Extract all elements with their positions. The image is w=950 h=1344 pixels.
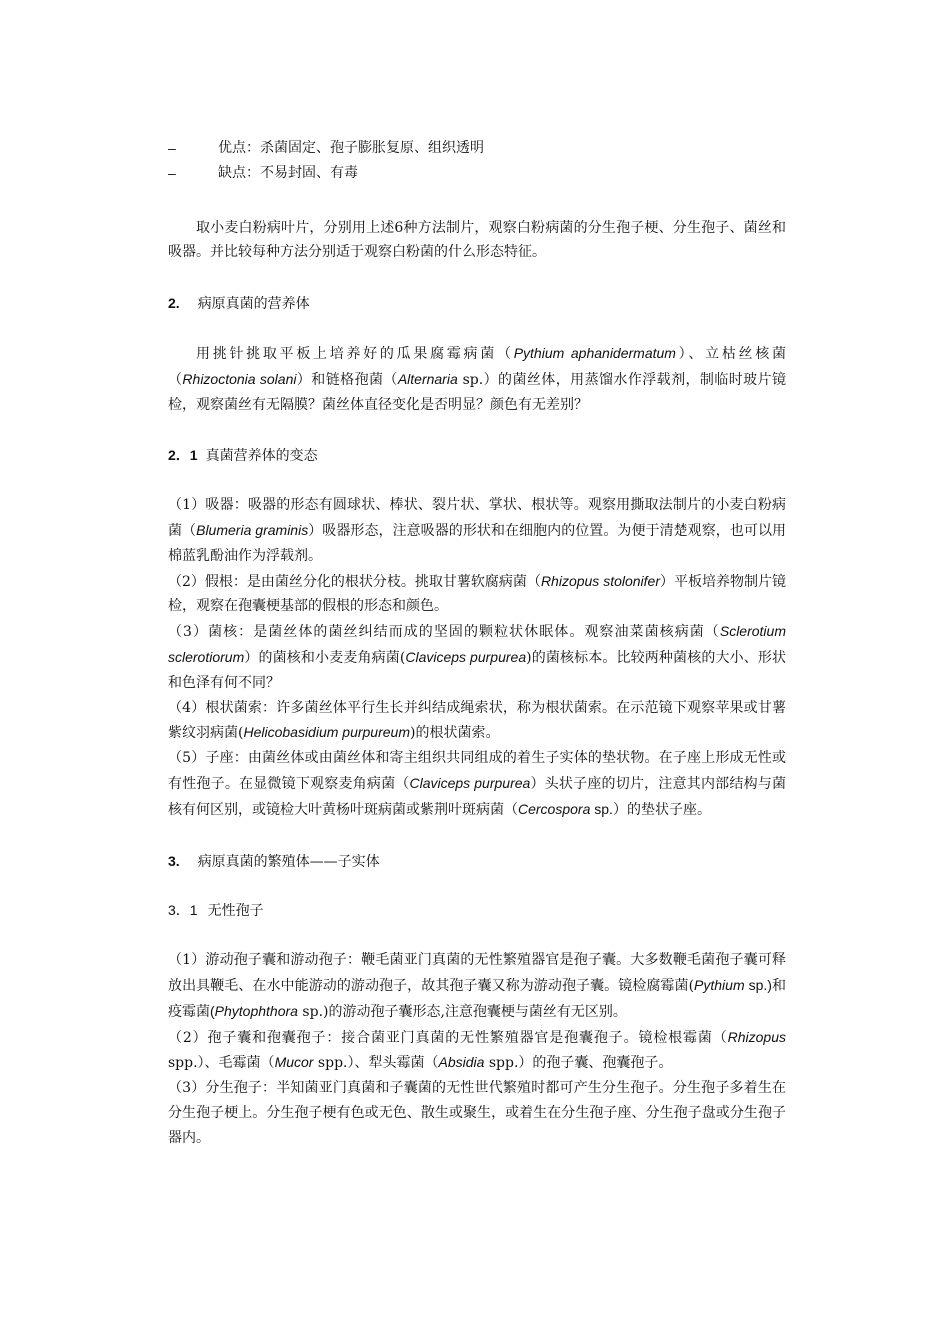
text-run: ）头状子座的切片，注意其内部结构与菌核有何区别，或镜检大叶黄杨叶斑病菌或紫荆叶斑病菌（ [168, 775, 786, 818]
latin-name: Rhizoctonia solani [182, 370, 297, 387]
text-run: ）、立枯丝核菌（ [168, 345, 787, 388]
text-run: )的根状菌索。 [410, 725, 500, 742]
latin-name: Mucor [274, 1054, 314, 1071]
text-run: （5）子座：由菌丝体或由菌丝体和寄主组织共同组成的着生子实体的垫状物。在子座上形成无性或有性孢子。在显微镜下观察麦角病菌（ [168, 750, 786, 792]
item-conidium: （3）分生孢子：半知菌亚门真菌和子囊菌的无性世代繁殖时都可产生分生孢子。分生孢子多着生在分生孢子梗上。分生孢子梗有色或无色、散生或聚生，或着生在分生孢子座、分生孢子盘或分生孢子器内。 [168, 1080, 786, 1146]
text-run: sp.）的菌丝体，用蒸馏水作浮载剂，制临时玻片镜检，观察菌丝有无隔膜？菌丝体直径变化是否明显？颜色有无差别？ [168, 371, 787, 413]
text-run: （3）菌核：是菌丝体的菌丝纠结而成的坚固的颗粒状休眠体。观察油菜菌核病菌（ [168, 624, 720, 641]
text-run: （2）孢子囊和孢囊孢子：接合菌亚门真菌的无性繁殖器官是孢囊孢子。镜检根霉菌（ [168, 1029, 728, 1046]
latin-name: Cercospora [518, 800, 591, 817]
latin-name: Claviceps purpurea [409, 774, 531, 791]
text-run: ）平板培养物制片镜检，观察在孢囊梗基部的假根的形态和颜色。 [168, 573, 787, 615]
latin-name: Sclerotium sclerotiorum [168, 623, 786, 665]
section-number: 3. [168, 852, 180, 869]
latin-name: Blumeria graminis [196, 521, 309, 538]
latin-name: Pythium aphanidermatum [513, 344, 676, 361]
text-run: spp.）、犁头霉菌（ [313, 1055, 439, 1072]
text-run: ）吸器形态，注意吸器的形状和在细胞内的位置。为便于清楚观察，也可以用棉蓝乳酚油作为浮载剂。 [168, 522, 786, 564]
text-run: （1）吸器：吸器的形态有圆球状、棒状、裂片状、掌状、根状等。观察用撕取法制片的小麦白粉病菌（ [168, 497, 786, 539]
bullet-text: 优点：杀菌固定、孢子膨胀复原、组织透明 [218, 140, 484, 156]
text-run: )的菌核标本。比较两种菌核的大小、形状和色泽有何不同？ [168, 649, 787, 691]
section-2-1-heading [168, 443, 786, 469]
text-run: spp.）、毛霉菌（ [168, 1055, 275, 1072]
text-run: sp.)的游动孢子囊形态,注意孢囊梗与菌丝有无区别。 [297, 1003, 627, 1020]
item-stroma [168, 746, 786, 822]
item-rhizoid [168, 569, 786, 620]
latin-name: Rhizopus stolonifer [540, 572, 660, 589]
text-run: ）的菌核和小麦麦角病菌( [244, 649, 406, 666]
latin-name: Alternaria [397, 370, 458, 387]
section-2-paragraph [168, 341, 786, 417]
section-number: 2．1 [168, 447, 198, 464]
dash-marker: – [168, 140, 176, 156]
latin-name: Absidia [438, 1054, 485, 1071]
latin-name: Pythium [694, 976, 745, 993]
latin-name: Helicobasidium purpureum [243, 724, 410, 741]
item-zoosporangium [168, 948, 786, 1024]
text-run: （4）根状菌索：许多菌丝体平行生长并纠结成绳索状，称为根状菌索。在示范镜下观察苹果或甘薯紫纹羽病菌( [168, 699, 786, 742]
section-title: 病原真菌的繁殖体——子实体 [197, 853, 380, 870]
text-run: 用挑针挑取平板上培养好的瓜果腐霉病菌（ [196, 345, 514, 362]
text-run: ）和链格孢菌（ [296, 371, 398, 388]
text-run: spp.）的孢子囊、孢囊孢子。 [484, 1055, 673, 1072]
intro-paragraph: 取小麦白粉病叶片，分别用上述6种方法制片，观察白粉病菌的分生孢子梗、分生孢子、菌丝和吸器。并比较每种方法分别适于观察白粉菌的什么形态特征。 [168, 219, 786, 261]
item-haustorium [168, 493, 786, 568]
text-run: （1）游动孢子囊和游动孢子：鞭毛菌亚门真菌的无性繁殖器官是孢子囊。大多数鞭毛菌孢子囊可释放出具鞭毛、在水中能游动的游动孢子，故其孢子囊又称为游动孢子囊。镜检腐霉菌( [168, 952, 786, 994]
latin-name: Phytophthora [214, 1002, 298, 1019]
latin-name: Rhizopus [727, 1028, 786, 1045]
item-rhizomorph [168, 696, 786, 747]
item-sporangium [168, 1025, 786, 1077]
text-run: sp.）的垫状子座。 [590, 800, 711, 817]
bullet-disadvantages [168, 161, 786, 186]
section-number: 2. [168, 295, 180, 312]
item-sclerotium [168, 619, 786, 695]
text-run: sp.)和疫霉菌( [168, 976, 786, 1019]
section-number: 3．1 [168, 902, 198, 919]
section-2-heading [168, 291, 786, 317]
section-3-heading [168, 849, 786, 875]
section-title: 无性孢子 [207, 903, 264, 920]
bullet-advantages [168, 136, 786, 161]
section-title: 病原真菌的营养体 [197, 296, 310, 313]
document-body [168, 136, 786, 1151]
dash-marker: – [168, 164, 176, 181]
bullet-text: 缺点：不易封固、有毒 [218, 164, 358, 181]
section-3-1-heading [168, 898, 786, 924]
latin-name: Claviceps purpurea [405, 648, 527, 665]
section-title: 真菌营养体的变态 [205, 448, 318, 465]
text-run: （2）假根：是由菌丝分化的根状分枝。挑取甘薯软腐病菌（ [168, 573, 541, 590]
